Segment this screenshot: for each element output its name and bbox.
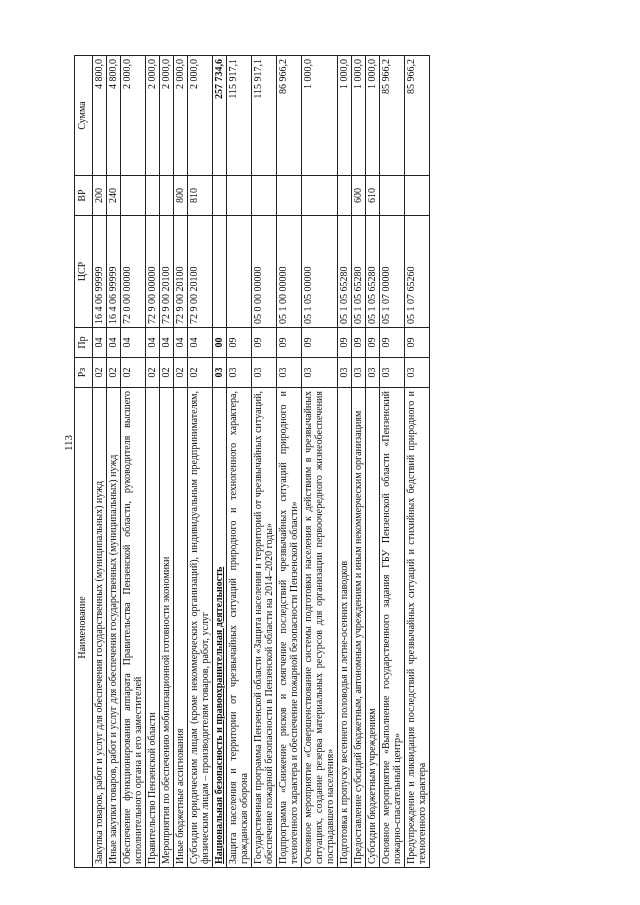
cell-rz: 03 (366, 358, 380, 388)
cell-vr (121, 176, 146, 216)
cell-csr: 16 4 06 99999 (107, 216, 121, 328)
cell-csr: 72 9 00 20100 (174, 216, 188, 328)
cell-csr (227, 216, 252, 328)
cell-vr (338, 176, 352, 216)
cell-name: Защита населения и территории от чрезвычайных ситуаций природного и техногенного характера, гражданская оборона (227, 388, 252, 868)
cell-rz: 03 (213, 358, 227, 388)
cell-vr (146, 176, 160, 216)
page-number: 113 (63, 434, 75, 452)
table-row (352, 56, 366, 868)
table-row (252, 56, 277, 868)
cell-rz: 03 (405, 358, 430, 388)
table-row (213, 56, 227, 868)
cell-name: Предоставление субсидий бюджетным, автономным учреждениям и иным некоммерческим организациям (352, 388, 366, 868)
cell-name: Мероприятия по обеспечению мобилизационной готовности экономики (160, 388, 174, 868)
header-name: Наименование (75, 388, 93, 868)
cell-name: Обеспечение функционирования аппарата Правительства Пензенской области, руководителя высшего исполнительного органа и его заместителей (121, 388, 146, 868)
cell-sum: 115 917,1 (227, 56, 252, 176)
cell-name: Подготовка к пропуску весеннего половодья и летне-осенних паводков (338, 388, 352, 868)
cell-csr: 72 9 00 20100 (188, 216, 213, 328)
header-rz: Рз (75, 358, 93, 388)
cell-pr: 09 (352, 328, 366, 358)
table-row (174, 56, 188, 868)
cell-name: Правительство Пензенской области (146, 388, 160, 868)
cell-sum: 2 000,0 (174, 56, 188, 176)
table-header-row (75, 56, 93, 868)
cell-pr: 09 (302, 328, 338, 358)
table-row (380, 56, 405, 868)
cell-csr: 16 4 06 99999 (93, 216, 107, 328)
cell-rz: 02 (146, 358, 160, 388)
cell-vr (380, 176, 405, 216)
cell-pr: 04 (188, 328, 213, 358)
cell-vr (252, 176, 277, 216)
header-sum: Сумма (75, 56, 93, 176)
cell-rz: 03 (338, 358, 352, 388)
budget-table (74, 55, 430, 868)
table-row (338, 56, 352, 868)
cell-sum: 86 966,2 (277, 56, 302, 176)
cell-csr: 05 0 00 00000 (252, 216, 277, 328)
cell-pr: 09 (252, 328, 277, 358)
cell-vr (160, 176, 174, 216)
cell-rz: 02 (160, 358, 174, 388)
cell-vr (277, 176, 302, 216)
cell-pr: 09 (277, 328, 302, 358)
cell-csr: 05 1 05 00000 (302, 216, 338, 328)
cell-sum: 115 917,1 (252, 56, 277, 176)
header-pr: Пр (75, 328, 93, 358)
cell-pr: 04 (160, 328, 174, 358)
cell-csr: 05 1 05 65280 (338, 216, 352, 328)
cell-rz: 02 (174, 358, 188, 388)
cell-pr: 09 (366, 328, 380, 358)
cell-sum: 85 966,2 (405, 56, 430, 176)
cell-pr: 09 (338, 328, 352, 358)
table-row (405, 56, 430, 868)
cell-pr: 09 (405, 328, 430, 358)
cell-name: Государственная программа Пензенской области «Защита населения и территорий от чрезвычайных ситуаций, обеспечение пожарной безопасности в Пензенской области на 2014–2020 годы» (252, 388, 277, 868)
table-row (121, 56, 146, 868)
cell-rz: 03 (252, 358, 277, 388)
cell-rz: 02 (93, 358, 107, 388)
cell-vr: 600 (352, 176, 366, 216)
cell-name: Закупка товаров, работ и услуг для обеспечения государственных (муниципальных) нужд (93, 388, 107, 868)
cell-sum: 4 800,0 (93, 56, 107, 176)
cell-sum: 2 000,0 (188, 56, 213, 176)
cell-csr: 72 0 00 00000 (121, 216, 146, 328)
cell-vr: 810 (188, 176, 213, 216)
cell-rz: 03 (302, 358, 338, 388)
cell-sum: 1 000,0 (338, 56, 352, 176)
cell-vr: 240 (107, 176, 121, 216)
cell-sum: 85 966,2 (380, 56, 405, 176)
cell-name: Основное мероприятие «Выполнение государственного задания ГБУ Пензенской области «Пензенский пожарно-спасательный центр» (380, 388, 405, 868)
cell-sum: 2 000,0 (160, 56, 174, 176)
cell-vr: 610 (366, 176, 380, 216)
cell-csr: 72 9 00 00000 (146, 216, 160, 328)
cell-vr: 200 (93, 176, 107, 216)
table-row (302, 56, 338, 868)
table-row (366, 56, 380, 868)
cell-vr (227, 176, 252, 216)
cell-name: Субсидии бюджетным учреждениям (366, 388, 380, 868)
cell-csr (213, 216, 227, 328)
cell-vr (302, 176, 338, 216)
cell-name: Основное мероприятие «Совершенствование системы подготовки населения к действиям в чрезвычайных ситуациях, создание резерва материальных ресурсов для организации первоочередного жизнеобеспечения пострадавшего населения» (302, 388, 338, 868)
cell-pr: 04 (93, 328, 107, 358)
cell-pr: 04 (174, 328, 188, 358)
header-vr: ВР (75, 176, 93, 216)
cell-csr: 05 1 00 00000 (277, 216, 302, 328)
rotated-page-content (74, 56, 570, 868)
cell-name: Иные бюджетные ассигнования (174, 388, 188, 868)
cell-name: Подпрограмма «Снижение рисков и смягчение последствий чрезвычайных ситуаций природного и техногенного характера и обеспечение пожарной безопасности Пензенской области» (277, 388, 302, 868)
cell-rz: 02 (107, 358, 121, 388)
table-row (146, 56, 160, 868)
cell-csr: 72 9 00 20100 (160, 216, 174, 328)
cell-pr: 09 (380, 328, 405, 358)
cell-rz: 03 (380, 358, 405, 388)
table-row (277, 56, 302, 868)
table-row (160, 56, 174, 868)
cell-vr (213, 176, 227, 216)
cell-rz: 02 (188, 358, 213, 388)
table-row (93, 56, 107, 868)
cell-csr: 05 1 07 65260 (405, 216, 430, 328)
cell-rz: 03 (227, 358, 252, 388)
cell-csr: 05 1 05 65280 (366, 216, 380, 328)
cell-sum: 1 000,0 (352, 56, 366, 176)
cell-vr: 800 (174, 176, 188, 216)
header-csr: ЦСР (75, 216, 93, 328)
table-row (188, 56, 213, 868)
cell-pr: 09 (227, 328, 252, 358)
cell-rz: 03 (352, 358, 366, 388)
cell-pr: 04 (121, 328, 146, 358)
cell-pr: 04 (146, 328, 160, 358)
table-row (227, 56, 252, 868)
cell-name: Национальная безопасность и правоохранительная деятельность (213, 388, 227, 868)
cell-vr (405, 176, 430, 216)
cell-sum: 2 000,0 (121, 56, 146, 176)
cell-sum: 4 800,0 (107, 56, 121, 176)
cell-sum: 257 734,6 (213, 56, 227, 176)
cell-pr: 04 (107, 328, 121, 358)
cell-name: Иные закупки товаров, работ и услуг для обеспечения государственных (муниципальных) нужд (107, 388, 121, 868)
table-row (107, 56, 121, 868)
cell-rz: 02 (121, 358, 146, 388)
cell-rz: 03 (277, 358, 302, 388)
table-body (93, 56, 430, 868)
cell-name: Субсидии юридическим лицам (кроме некоммерческих организаций), индивидуальным предпринимателям, физическим лицам – производителям товаров, работ, услуг (188, 388, 213, 868)
cell-pr: 00 (213, 328, 227, 358)
cell-sum: 1 000,0 (302, 56, 338, 176)
cell-csr: 05 1 07 00000 (380, 216, 405, 328)
cell-sum: 2 000,0 (146, 56, 160, 176)
cell-csr: 05 1 05 65280 (352, 216, 366, 328)
cell-name: Предупреждение и ликвидация последствий чрезвычайных ситуаций и стихийных бедствий природного и техногенного характера (405, 388, 430, 868)
cell-sum: 1 000,0 (366, 56, 380, 176)
